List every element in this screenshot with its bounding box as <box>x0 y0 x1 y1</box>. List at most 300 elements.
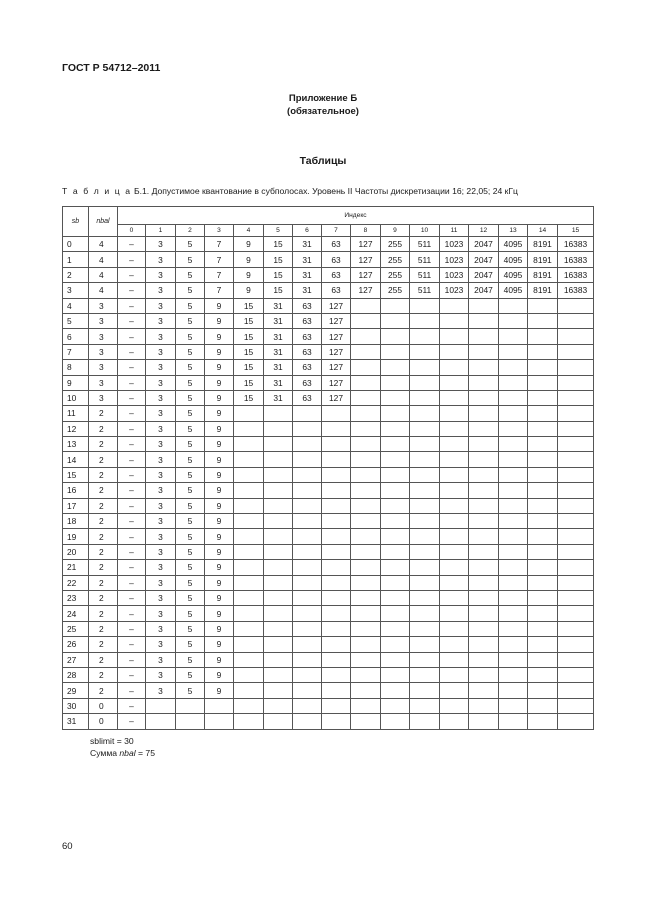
table-row <box>63 529 594 544</box>
cell-value <box>264 667 293 682</box>
cell-value: 127 <box>322 329 351 344</box>
cell-value <box>440 313 469 328</box>
table-row <box>63 360 594 375</box>
cell-value <box>264 560 293 575</box>
header-index-label: 14 <box>528 225 558 237</box>
cell-value <box>528 514 558 529</box>
cell-sb: 16 <box>63 483 89 498</box>
cell-value <box>558 652 594 667</box>
cell-value <box>528 390 558 405</box>
cell-value <box>499 483 528 498</box>
cell-value <box>293 575 322 590</box>
table-row <box>63 652 594 667</box>
cell-nbal: 4 <box>89 283 118 298</box>
cell-nbal: 2 <box>89 621 118 636</box>
cell-value: 5 <box>176 652 205 667</box>
cell-value <box>322 652 351 667</box>
cell-value <box>499 313 528 328</box>
cell-nbal: 2 <box>89 498 118 513</box>
cell-value <box>410 452 440 467</box>
cell-sb: 9 <box>63 375 89 390</box>
cell-value <box>499 698 528 713</box>
cell-value: 3 <box>146 313 176 328</box>
cell-value <box>410 683 440 698</box>
cell-value: 3 <box>146 560 176 575</box>
cell-value: 9 <box>205 390 234 405</box>
cell-sb: 20 <box>63 544 89 559</box>
cell-value <box>381 621 410 636</box>
cell-value <box>469 452 499 467</box>
cell-value <box>234 698 264 713</box>
cell-value <box>440 621 469 636</box>
cell-nbal: 2 <box>89 529 118 544</box>
cell-value: – <box>118 560 146 575</box>
cell-value <box>293 698 322 713</box>
cell-value: 31 <box>264 313 293 328</box>
cell-value <box>528 683 558 698</box>
cell-value <box>499 560 528 575</box>
cell-nbal: 2 <box>89 514 118 529</box>
cell-sb: 5 <box>63 313 89 328</box>
cell-value <box>469 606 499 621</box>
cell-sb: 2 <box>63 267 89 282</box>
cell-value: – <box>118 298 146 313</box>
cell-value <box>351 467 381 482</box>
cell-value <box>528 421 558 436</box>
cell-value <box>264 467 293 482</box>
cell-value <box>410 344 440 359</box>
cell-value: 63 <box>293 298 322 313</box>
cell-value <box>351 575 381 590</box>
cell-value <box>499 606 528 621</box>
cell-value <box>558 390 594 405</box>
cell-value: 9 <box>205 360 234 375</box>
cell-value: 9 <box>205 421 234 436</box>
table-row <box>63 252 594 267</box>
cell-value <box>440 298 469 313</box>
cell-value: 3 <box>146 606 176 621</box>
cell-value: 8191 <box>528 283 558 298</box>
cell-value <box>469 514 499 529</box>
cell-value: 5 <box>176 606 205 621</box>
cell-value <box>499 298 528 313</box>
cell-value <box>381 375 410 390</box>
cell-value: 5 <box>176 344 205 359</box>
cell-value <box>528 637 558 652</box>
cell-value <box>528 621 558 636</box>
cell-value <box>293 514 322 529</box>
cell-value <box>558 575 594 590</box>
cell-nbal: 0 <box>89 714 118 729</box>
cell-value: – <box>118 698 146 713</box>
cell-value <box>264 452 293 467</box>
cell-value: 31 <box>264 298 293 313</box>
cell-nbal: 2 <box>89 544 118 559</box>
cell-value <box>351 360 381 375</box>
cell-value: 3 <box>146 483 176 498</box>
cell-sb: 11 <box>63 406 89 421</box>
cell-value <box>381 698 410 713</box>
cell-value: 5 <box>176 298 205 313</box>
cell-value <box>499 406 528 421</box>
cell-value <box>410 360 440 375</box>
cell-nbal: 2 <box>89 683 118 698</box>
cell-value: 15 <box>264 283 293 298</box>
cell-value <box>381 637 410 652</box>
cell-value <box>264 514 293 529</box>
cell-value: – <box>118 360 146 375</box>
cell-value: 15 <box>234 390 264 405</box>
cell-value <box>469 375 499 390</box>
cell-value: 3 <box>146 390 176 405</box>
cell-value <box>381 544 410 559</box>
cell-value: – <box>118 437 146 452</box>
cell-value: 15 <box>264 252 293 267</box>
cell-value <box>528 575 558 590</box>
cell-value: – <box>118 467 146 482</box>
cell-value: 15 <box>234 313 264 328</box>
note-sum-prefix: Сумма <box>90 748 120 758</box>
cell-value <box>234 637 264 652</box>
cell-value <box>440 698 469 713</box>
cell-value: 511 <box>410 252 440 267</box>
cell-sb: 26 <box>63 637 89 652</box>
cell-value <box>381 344 410 359</box>
cell-value <box>528 298 558 313</box>
cell-value: 31 <box>293 252 322 267</box>
cell-value: 15 <box>234 298 264 313</box>
cell-value: – <box>118 714 146 729</box>
cell-value: 8191 <box>528 252 558 267</box>
cell-value: 5 <box>176 467 205 482</box>
table-row <box>63 575 594 590</box>
cell-value <box>558 421 594 436</box>
cell-value <box>322 498 351 513</box>
cell-value <box>234 514 264 529</box>
cell-value <box>410 313 440 328</box>
cell-value <box>146 714 176 729</box>
cell-value: 63 <box>322 252 351 267</box>
cell-value <box>234 529 264 544</box>
cell-value: 9 <box>205 375 234 390</box>
cell-value <box>381 313 410 328</box>
cell-value <box>440 452 469 467</box>
cell-value: 5 <box>176 544 205 559</box>
cell-sb: 1 <box>63 252 89 267</box>
cell-value: 63 <box>322 267 351 282</box>
table-notes <box>90 735 155 759</box>
cell-nbal: 2 <box>89 590 118 605</box>
cell-value <box>322 637 351 652</box>
cell-value <box>264 406 293 421</box>
cell-value <box>293 452 322 467</box>
header-index-label: 10 <box>410 225 440 237</box>
cell-value: 3 <box>146 667 176 682</box>
cell-value: – <box>118 237 146 252</box>
cell-nbal: 3 <box>89 390 118 405</box>
cell-value: 255 <box>381 267 410 282</box>
cell-value <box>558 529 594 544</box>
cell-value <box>469 344 499 359</box>
cell-value: – <box>118 637 146 652</box>
cell-value <box>234 544 264 559</box>
cell-value <box>440 498 469 513</box>
cell-value <box>410 406 440 421</box>
cell-value <box>440 714 469 729</box>
cell-value <box>440 590 469 605</box>
cell-nbal: 3 <box>89 375 118 390</box>
cell-value: 127 <box>351 237 381 252</box>
cell-value: 3 <box>146 298 176 313</box>
cell-value <box>293 437 322 452</box>
cell-value <box>351 298 381 313</box>
cell-nbal: 3 <box>89 298 118 313</box>
table-caption-prefix: Т а б л и ц а <box>62 186 132 196</box>
cell-value <box>528 529 558 544</box>
cell-nbal: 3 <box>89 344 118 359</box>
cell-value: 63 <box>293 360 322 375</box>
cell-value <box>558 360 594 375</box>
cell-value <box>469 437 499 452</box>
cell-value <box>410 483 440 498</box>
cell-value: – <box>118 252 146 267</box>
cell-value <box>410 375 440 390</box>
cell-sb: 19 <box>63 529 89 544</box>
cell-value <box>499 529 528 544</box>
cell-value <box>381 652 410 667</box>
cell-value: 255 <box>381 237 410 252</box>
cell-value: – <box>118 667 146 682</box>
header-index: Индекс <box>118 207 594 225</box>
cell-value: – <box>118 390 146 405</box>
cell-value <box>351 406 381 421</box>
cell-value <box>410 652 440 667</box>
cell-value <box>558 683 594 698</box>
cell-value <box>558 637 594 652</box>
cell-value <box>234 437 264 452</box>
header-index-label: 15 <box>558 225 594 237</box>
cell-value: 511 <box>410 283 440 298</box>
cell-sb: 13 <box>63 437 89 452</box>
cell-value <box>558 329 594 344</box>
cell-value: 5 <box>176 329 205 344</box>
note-sblimit: sblimit = 30 <box>90 736 134 746</box>
cell-value <box>381 452 410 467</box>
table-row <box>63 560 594 575</box>
cell-value <box>381 406 410 421</box>
cell-value <box>351 514 381 529</box>
cell-value <box>322 621 351 636</box>
cell-value <box>440 637 469 652</box>
cell-value <box>558 344 594 359</box>
cell-value <box>469 498 499 513</box>
cell-value <box>293 714 322 729</box>
cell-value <box>293 544 322 559</box>
table-row <box>63 298 594 313</box>
cell-value: 5 <box>176 452 205 467</box>
cell-value: 3 <box>146 498 176 513</box>
cell-value: 3 <box>146 529 176 544</box>
cell-value <box>351 652 381 667</box>
cell-value <box>440 683 469 698</box>
cell-sb: 22 <box>63 575 89 590</box>
cell-value <box>351 590 381 605</box>
cell-value <box>264 529 293 544</box>
cell-value: 127 <box>322 313 351 328</box>
cell-value: 5 <box>176 560 205 575</box>
cell-value <box>558 298 594 313</box>
header-index-label: 2 <box>176 225 205 237</box>
cell-value: 127 <box>351 267 381 282</box>
cell-value <box>499 467 528 482</box>
cell-value: – <box>118 375 146 390</box>
cell-value <box>469 390 499 405</box>
cell-nbal: 2 <box>89 452 118 467</box>
cell-value <box>499 621 528 636</box>
cell-value <box>528 667 558 682</box>
cell-value: 3 <box>146 652 176 667</box>
cell-value <box>528 714 558 729</box>
cell-value <box>381 529 410 544</box>
cell-value <box>528 698 558 713</box>
cell-value <box>381 298 410 313</box>
cell-value: – <box>118 575 146 590</box>
cell-value <box>322 421 351 436</box>
table-row <box>63 329 594 344</box>
cell-value: 31 <box>264 360 293 375</box>
cell-value <box>351 329 381 344</box>
cell-value: 9 <box>205 437 234 452</box>
cell-value <box>381 390 410 405</box>
cell-value: 9 <box>205 344 234 359</box>
table-row <box>63 637 594 652</box>
cell-value <box>469 298 499 313</box>
cell-value <box>499 421 528 436</box>
cell-value <box>264 483 293 498</box>
cell-value: – <box>118 329 146 344</box>
cell-value <box>528 406 558 421</box>
cell-value: 5 <box>176 529 205 544</box>
cell-value: 15 <box>264 267 293 282</box>
table-caption-text: Б.1. Допустимое квантование в субполосах. Уровень II Частоты дискретизации 16; 22,05; 24 кГц <box>131 186 518 196</box>
cell-value: 3 <box>146 467 176 482</box>
cell-value: – <box>118 313 146 328</box>
cell-value <box>322 514 351 529</box>
cell-value <box>381 514 410 529</box>
cell-sb: 21 <box>63 560 89 575</box>
cell-value: – <box>118 621 146 636</box>
cell-sb: 30 <box>63 698 89 713</box>
header-index-label: 6 <box>293 225 322 237</box>
cell-value <box>469 590 499 605</box>
header-nbal: nbal <box>89 207 118 237</box>
cell-value <box>499 437 528 452</box>
cell-value: 31 <box>293 267 322 282</box>
cell-value: 5 <box>176 421 205 436</box>
cell-value <box>469 544 499 559</box>
cell-value <box>381 329 410 344</box>
cell-value <box>469 560 499 575</box>
cell-value <box>322 406 351 421</box>
cell-value <box>264 714 293 729</box>
cell-value <box>234 667 264 682</box>
section-title: Таблицы <box>299 155 347 167</box>
cell-value <box>499 637 528 652</box>
cell-value: – <box>118 452 146 467</box>
cell-value: 63 <box>293 390 322 405</box>
cell-sb: 6 <box>63 329 89 344</box>
cell-value <box>440 421 469 436</box>
cell-sb: 0 <box>63 237 89 252</box>
cell-sb: 29 <box>63 683 89 698</box>
cell-value: 63 <box>293 344 322 359</box>
cell-value: 9 <box>205 637 234 652</box>
cell-value <box>322 590 351 605</box>
cell-sb: 12 <box>63 421 89 436</box>
cell-value <box>351 667 381 682</box>
cell-value <box>322 437 351 452</box>
cell-value: – <box>118 529 146 544</box>
appendix-subtitle: (обязательное) <box>287 105 359 117</box>
cell-value: – <box>118 267 146 282</box>
cell-value: 9 <box>234 252 264 267</box>
cell-value <box>410 590 440 605</box>
cell-value <box>440 544 469 559</box>
cell-value: 2047 <box>469 252 499 267</box>
cell-value: 4095 <box>499 237 528 252</box>
cell-value: 3 <box>146 360 176 375</box>
cell-value <box>293 467 322 482</box>
cell-nbal: 3 <box>89 360 118 375</box>
cell-value <box>351 344 381 359</box>
cell-value <box>410 560 440 575</box>
cell-value <box>410 621 440 636</box>
cell-value <box>351 714 381 729</box>
cell-value <box>351 683 381 698</box>
cell-value <box>558 590 594 605</box>
cell-value: 9 <box>234 283 264 298</box>
cell-value <box>440 467 469 482</box>
cell-value <box>264 606 293 621</box>
cell-value: – <box>118 344 146 359</box>
table-row <box>63 237 594 252</box>
cell-value <box>469 329 499 344</box>
cell-value <box>381 360 410 375</box>
cell-value <box>469 575 499 590</box>
cell-value <box>381 483 410 498</box>
cell-value <box>469 714 499 729</box>
cell-value <box>322 698 351 713</box>
cell-value <box>322 667 351 682</box>
cell-value <box>293 498 322 513</box>
cell-value <box>440 483 469 498</box>
cell-value: – <box>118 483 146 498</box>
cell-value: 9 <box>205 406 234 421</box>
table-row <box>63 313 594 328</box>
cell-value: 3 <box>146 575 176 590</box>
table-row <box>63 498 594 513</box>
cell-value: 3 <box>146 375 176 390</box>
table-row <box>63 483 594 498</box>
cell-value <box>322 606 351 621</box>
cell-value: 9 <box>205 606 234 621</box>
cell-value <box>528 483 558 498</box>
cell-value: 3 <box>146 252 176 267</box>
cell-value <box>558 406 594 421</box>
cell-value <box>499 667 528 682</box>
cell-value <box>264 575 293 590</box>
cell-value: 5 <box>176 390 205 405</box>
